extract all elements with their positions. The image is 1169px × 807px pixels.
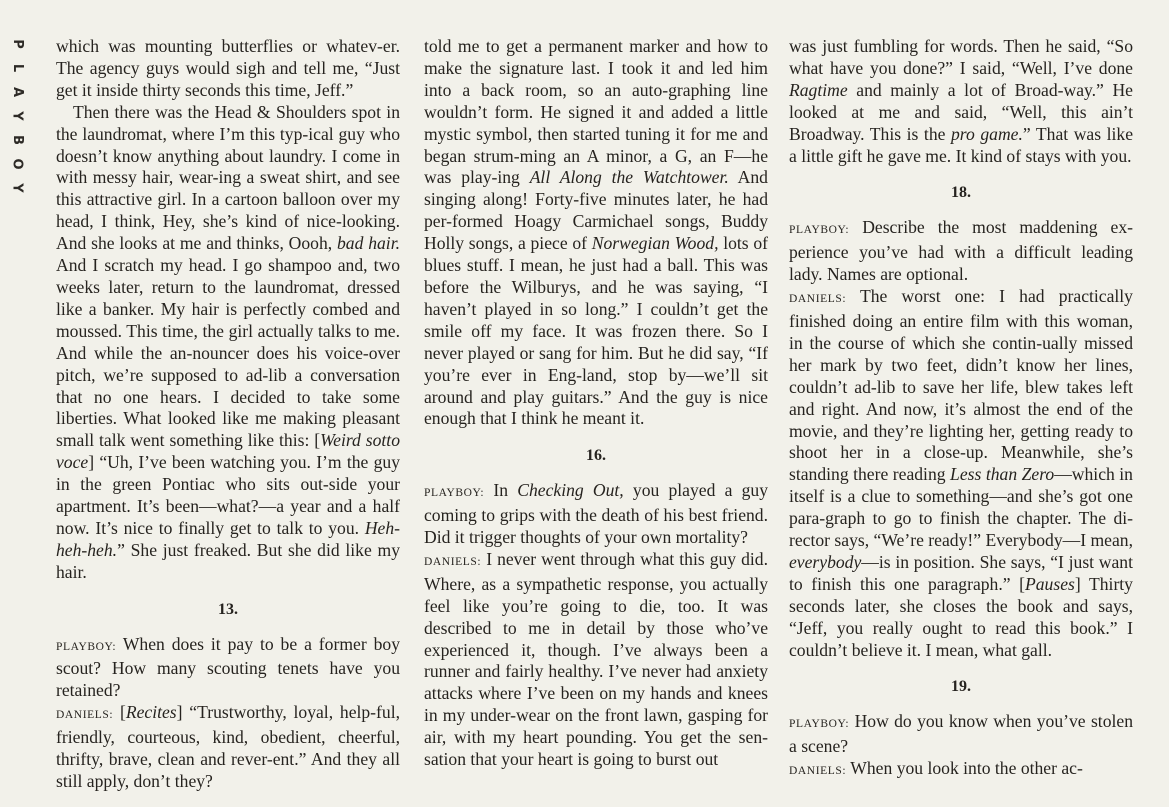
speaker-label: DANIELS: [789, 765, 847, 778]
running-head-letter: P [10, 39, 25, 49]
italic-text: Recites [125, 702, 177, 723]
paragraph-text: told me to get a permanent marker and how to make the signature last. I took it and led him into a back room, so an auto-graphing line wouldn’t form. He signed it and added a little mystic symbol, then started tuning it for me and began strum-ming an A minor, a G, an F—he was play-ing [424, 36, 768, 188]
paragraph-text: was just fumbling for words. Then he said, “So what have you done?” I said, “Well, I’ve done [789, 36, 1133, 78]
interview-answer [789, 758, 1133, 783]
paragraph [56, 36, 400, 102]
interview-answer [424, 549, 768, 771]
running-head-letter: L [9, 63, 25, 73]
paragraph [56, 102, 400, 584]
interview-question [789, 711, 1133, 758]
text-column-1 [56, 36, 400, 807]
running-head-vertical [0, 32, 34, 200]
paragraph-text: ” She just freaked. But she did like my hair. [56, 539, 400, 582]
text-column-3 [789, 36, 1133, 807]
question-number: 13. [218, 600, 238, 618]
answer-text: The worst one: I had practically finished doing an entire film with this woman, in the course of which she contin-ually missed her mark by two feet, didn’t know her lines, couldn’t ad-lib to save her life, blew takes left and right. And now, it’s almost the end of the movie, and they’re lighting her, getting ready to shoot her in a close-up. Meanwhile, she’s standing there reading [789, 286, 1133, 485]
italic-text: bad hair. [337, 233, 400, 254]
question-number: 19. [951, 678, 971, 696]
paragraph-text: ” That was like a little gift he gave me. It kind of stays with you. [789, 123, 1133, 166]
speaker-label: DANIELS: [56, 709, 114, 722]
paragraph-text: And I scratch my head. I go shampoo and, two weeks later, return to the laundromat, dressed like a banker. My hair is perfectly combed and moussed. This time, the girl actually talks to me. And while the an-nouncer does his voice-over pitch, we’re supposed to ad-lib a conversation that no one hears. I decided to take some liberties. What looked like me making pleasant small talk went something like this: [ [56, 255, 400, 451]
speaker-label: PLAYBOY: [789, 718, 850, 731]
question-text: In [493, 480, 509, 501]
question-number: 16. [586, 447, 606, 465]
speaker-label: DANIELS: [789, 293, 847, 306]
interview-answer [56, 702, 400, 793]
italic-text: Ragtime [789, 79, 848, 100]
answer-text: —which in itself is a clue to something—and she’s got one para-graph to go to finish the chapter. The di-rector says, “We’re ready!” Everybody—I mean, [789, 464, 1133, 551]
answer-text: ] “Trustworthy, loyal, help-ful, friendly, courteous, kind, obedient, cheerful, thrifty, brave, clean and rever-ent.” And they all still apply, don’t they? [56, 702, 400, 791]
paragraph-text: and mainly a lot of Broad-way.” He looked at me and said, “Well, this ain’t Broadway. This is the [789, 79, 1133, 144]
speaker-label: DANIELS: [424, 555, 482, 568]
speaker-label: PLAYBOY: [789, 224, 850, 237]
question-text: How do you know when you’ve stolen a scene? [789, 711, 1133, 757]
italic-text: Less than Zero [950, 464, 1055, 485]
running-head-letter: A [10, 86, 25, 98]
italic-text: Norwegian Wood, [591, 233, 719, 254]
paragraph-text: Then there was the Head & Shoulders spot in the laundromat, where I’m this typ-ical guy who doesn’t know anything about laundry. I come in with messy hair, wear-ing a sweat shirt, and see this attractive girl. In a cartoon balloon over my head, I think, Hey, she’s kind of nice-looking. And she looks at me and thinks, Oooh, [56, 101, 400, 254]
running-head-letter: Y [9, 111, 25, 121]
answer-text: I never went through what this guy did. Where, as a sympathetic response, you actually feel like you’re going to die, too. It was described to me in detail by those who’ve experienced it, though. I’ve always been a runner and fairly healthy. I’ve never had anxiety attacks where I’ve been on my hands and knees in my under-wear on the front lawn, gasping for air, with my heart pounding. You get the sen-sation that your heart is going to burst out [424, 548, 768, 770]
answer-text: ] Thirty seconds later, she closes the book and says, “Jeff, you really ought to read this book.” I couldn’t believe it. I mean, what gall. [789, 573, 1133, 660]
interview-question [56, 634, 400, 703]
paragraph [424, 36, 768, 430]
answer-text: When you look into the other ac- [850, 758, 1083, 779]
running-head-letter: Y [9, 183, 25, 193]
paragraph-text: And singing along! Forty-five minutes later, he had per-formed Hoagy Carmichael songs, Buddy Holly songs, a piece of [424, 167, 768, 254]
italic-text: Checking Out, [517, 480, 624, 501]
paragraph [789, 36, 1133, 167]
interview-question [424, 480, 768, 549]
speaker-label: PLAYBOY: [424, 487, 485, 500]
running-head-letter: B [9, 135, 25, 145]
italic-text: All Along the Watchtower. [529, 167, 729, 188]
question-number: 18. [951, 184, 971, 202]
running-head-letter: O [10, 158, 25, 170]
paragraph-text: which was mounting butterflies or whatev-er. The agency guys would sigh and tell me, “Just get it inside thirty seconds this time, Jeff.” [56, 36, 400, 100]
speaker-label: PLAYBOY: [56, 640, 117, 653]
italic-text: pro game. [951, 123, 1023, 144]
italic-text: Pauses [1025, 573, 1075, 594]
italic-text: Weird sotto voce [56, 430, 400, 473]
question-text: When does it pay to be a former boy scout? How many scouting tenets have you retained? [56, 633, 400, 701]
interview-answer [789, 286, 1133, 661]
paragraph-text: ] “Uh, I’ve been watching you. I’m the guy in the green Pontiac who sits out-side your apartment. It’s been—what?—a year and a half now. It’s nice to finally get to talk to you. [56, 452, 400, 538]
answer-text: [ [119, 702, 126, 723]
italic-text: Heh-heh-heh. [56, 517, 400, 560]
interview-question [789, 217, 1133, 286]
paragraph-text: lots of blues stuff. I mean, he just had a ball. This was before the Wilburys, and he was saying, “I haven’t played in so long.” I couldn’t get the smile off my face. It was frozen there. So I never played or sang for him. But he did say, “If you’re ever in Eng-land, stop by—we’ll sit around and play guitars.” And the guy is nice enough that I think he meant it. [424, 233, 768, 429]
text-column-2 [424, 36, 768, 807]
italic-text: everybody [789, 551, 862, 572]
question-text: Describe the most maddening ex-perience you’ve had with a difficult leading lady. Names are optional. [789, 217, 1133, 285]
answer-text: —is in position. She says, “I just want to finish this one paragraph.” [ [789, 551, 1133, 594]
question-text: you played a guy coming to grips with the death of his best friend. Did it trigger thoughts of your own mortality? [424, 480, 768, 548]
